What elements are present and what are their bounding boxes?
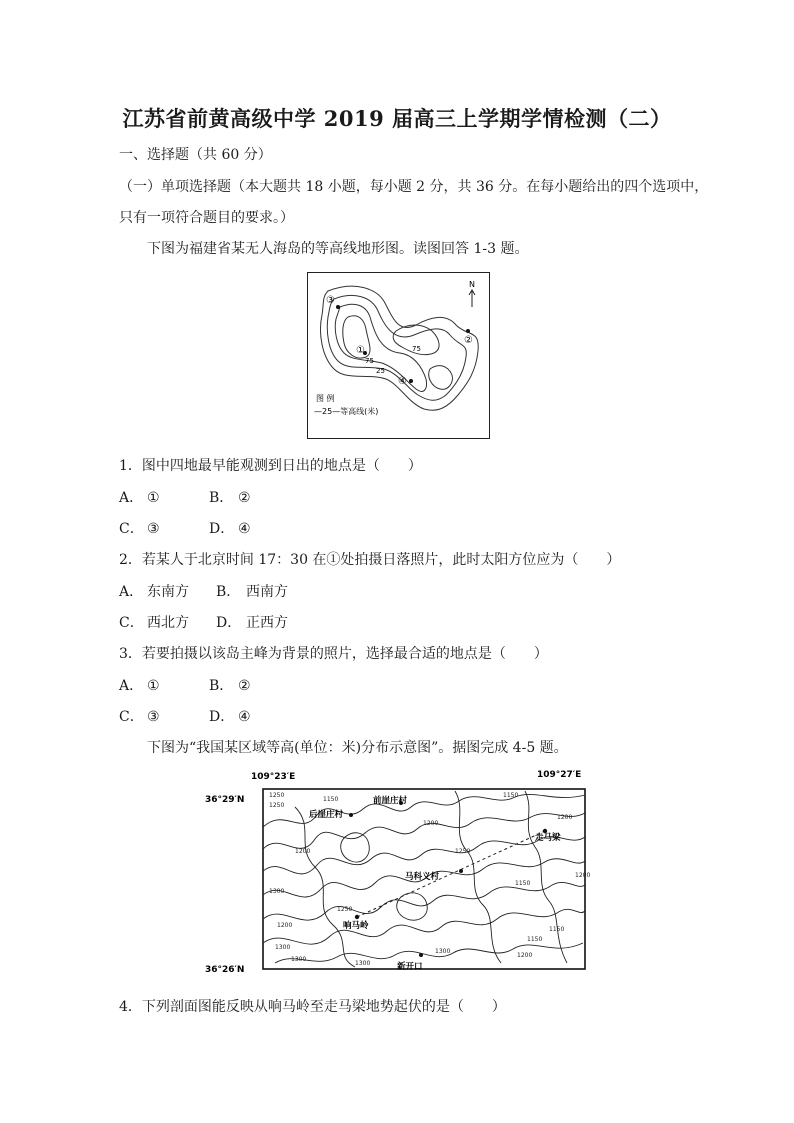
contour-value: 1250 — [269, 792, 285, 799]
q2-option-a-letter[interactable]: A． — [119, 584, 144, 600]
q1-option-a-letter[interactable]: A． — [119, 490, 144, 506]
place-xiangmaling: 响马岭 — [343, 921, 369, 931]
q3-option-a-letter[interactable]: A． — [119, 678, 144, 694]
contour-value: 1200 — [295, 848, 311, 855]
q2-option-c-text: 西北方 — [147, 615, 189, 631]
contour-value: 1200 — [557, 814, 573, 821]
contour-value: 1150 — [549, 926, 565, 933]
lat-bottom-label: 36°26′N — [205, 965, 245, 975]
contour-label-25: 25 — [376, 367, 385, 375]
contour-value: 1200 — [575, 872, 590, 879]
q1-option-c-text: ③ — [147, 521, 160, 537]
lon-right-label: 109°27′E — [537, 770, 582, 780]
legend-item: —25—等高线(米) — [314, 407, 379, 416]
lon-left-label: 109°23′E — [251, 772, 296, 782]
place-xinkaikou: 新开口 — [397, 962, 423, 972]
contour-value: 1300 — [435, 948, 451, 955]
instructions-line-1: （一）单项选择题（本大题共 18 小题，每小题 2 分，共 36 分。在每小题给出的四个选项中， — [119, 179, 709, 195]
contour-value: 1150 — [527, 936, 543, 943]
contour-value: 1250 — [269, 802, 285, 809]
region-contour-svg — [205, 767, 590, 979]
contour-label-75b: 75 — [412, 345, 421, 353]
contour-value: 1300 — [355, 960, 371, 967]
q2-option-b-letter[interactable]: B． — [216, 584, 241, 600]
island-contour-map — [307, 272, 490, 439]
contour-value: 1200 — [423, 820, 439, 827]
q2-option-a-text: 东南方 — [147, 584, 189, 600]
q3-option-d-text: ④ — [238, 709, 251, 725]
intro-map1: 下图为福建省某无人海岛的等高线地形图。读图回答 1-3 题。 — [147, 241, 529, 257]
contour-label-75a: 75 — [365, 357, 374, 365]
q1-option-b-text: ② — [238, 490, 251, 506]
place-zoumaliang: 走马梁 — [535, 833, 561, 843]
q1-option-a-text: ① — [147, 490, 160, 506]
lat-top-label: 36°29′N — [205, 795, 245, 805]
intro-map2: 下图为“我国某区域等高(单位：米)分布示意图”。据图完成 4-5 题。 — [147, 740, 568, 756]
question-2-stem: 2．若某人于北京时间 17：30 在①处拍摄日落照片，此时太阳方位应为（ ） — [119, 552, 621, 568]
contour-value: 1250 — [337, 906, 353, 913]
contour-value: 1150 — [503, 792, 519, 799]
point-2-label: ② — [464, 335, 473, 346]
page-title: 江苏省前黄高级中学 2019 届高三上学期学情检测（二） — [122, 106, 672, 131]
region-contour-map — [205, 767, 590, 979]
instructions-line-2: 只有一项符合题目的要求。） — [119, 210, 294, 226]
q2-option-d-text: 正西方 — [246, 615, 288, 631]
q3-option-a-text: ① — [147, 678, 160, 694]
legend-title: 图 例 — [316, 394, 335, 403]
north-label: N — [469, 280, 475, 289]
contour-value: 1300 — [269, 888, 285, 895]
q3-option-c-text: ③ — [147, 709, 160, 725]
q3-option-b-text: ② — [238, 678, 251, 694]
q3-option-b-letter[interactable]: B． — [209, 678, 234, 694]
contour-value: 1200 — [277, 922, 293, 929]
question-1-stem: 1．图中四地最早能观测到日出的地点是（ ） — [119, 458, 422, 474]
place-makeyi: 马科义村 — [405, 872, 440, 882]
contour-value: 1150 — [515, 880, 531, 887]
contour-value: 1150 — [323, 796, 339, 803]
section-heading: 一、选择题（共 60 分） — [119, 147, 272, 163]
q1-option-b-letter[interactable]: B． — [209, 490, 234, 506]
place-qianyazhuang: 前崖庄村 — [373, 796, 408, 806]
island-contour-svg — [308, 273, 489, 438]
contour-value: 1300 — [275, 944, 291, 951]
point-4-label: ④ — [398, 376, 407, 387]
q2-option-c-letter[interactable]: C． — [119, 615, 144, 631]
q3-option-d-letter[interactable]: D． — [209, 709, 235, 725]
q1-option-d-text: ④ — [238, 521, 251, 537]
point-3-label: ③ — [326, 295, 335, 306]
contour-value: 1250 — [455, 848, 471, 855]
question-3-stem: 3．若要拍摄以该岛主峰为背景的照片，选择最合适的地点是（ ） — [119, 646, 548, 662]
place-houyazhuang: 后崖庄村 — [309, 810, 344, 820]
contour-value: 1200 — [517, 952, 533, 959]
q1-option-c-letter[interactable]: C． — [119, 521, 144, 537]
q3-option-c-letter[interactable]: C． — [119, 709, 144, 725]
q2-option-b-text: 西南方 — [246, 584, 288, 600]
question-4-stem: 4．下列剖面图能反映从响马岭至走马梁地势起伏的是（ ） — [119, 999, 506, 1015]
q2-option-d-letter[interactable]: D． — [216, 615, 242, 631]
point-1-label: ① — [356, 345, 365, 356]
q1-option-d-letter[interactable]: D． — [209, 521, 235, 537]
contour-value: 1300 — [291, 956, 307, 963]
